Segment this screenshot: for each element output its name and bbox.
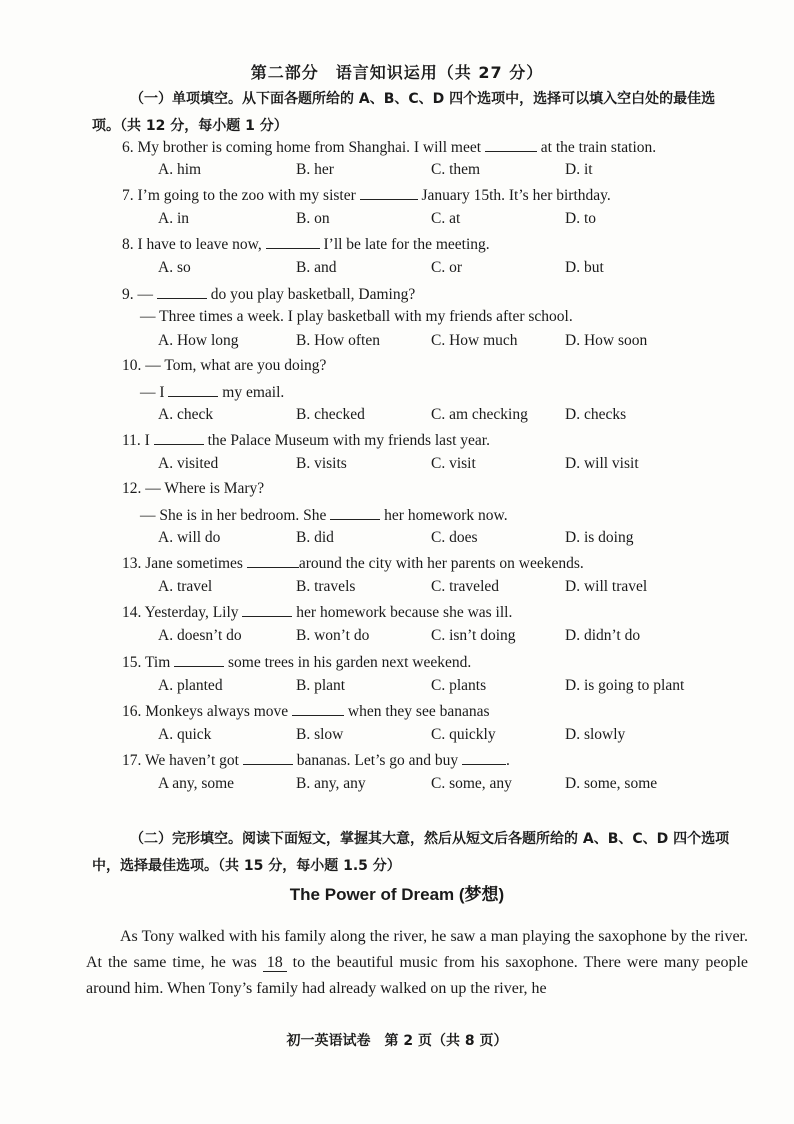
question-16: 16. Monkeys always move when they see bananas xyxy=(122,703,490,720)
option-13a: A. travel xyxy=(158,578,213,595)
option-9b: B. How often xyxy=(296,332,380,349)
option-12a: A. will do xyxy=(158,529,221,546)
option-15c: C. plants xyxy=(431,677,487,694)
passage xyxy=(86,924,748,1002)
option-12d: D. is doing xyxy=(565,529,634,546)
question-13: 13. Jane sometimes around the city with her parents on weekends. xyxy=(122,555,584,572)
option-17c: C. some, any xyxy=(431,775,512,792)
option-14a: A. doesn’t do xyxy=(158,627,242,644)
option-16a: A. quick xyxy=(158,726,212,743)
option-11b: B. visits xyxy=(296,455,347,472)
option-11d: D. will visit xyxy=(565,455,639,472)
question-7: 7. I’m going to the zoo with my sister January 15th. It’s her birthday. xyxy=(122,187,611,204)
option-13d: D. will travel xyxy=(565,578,648,595)
question-12: 12. — Where is Mary? xyxy=(122,480,265,497)
question-15: 15. Tim some trees in his garden next weekend. xyxy=(122,654,472,671)
option-7a: A. in xyxy=(158,210,189,227)
option-7c: C. at xyxy=(431,210,461,227)
question-11: 11. I the Palace Museum with my friends last year. xyxy=(122,432,490,449)
question-17: 17. We haven’t got bananas. Let’s go and buy . xyxy=(122,752,510,769)
question-14: 14. Yesterday, Lily her homework because she was ill. xyxy=(122,604,513,621)
question-9-answer-line: — Three times a week. I play basketball with my friends after school. xyxy=(140,308,573,325)
option-11a: A. visited xyxy=(158,455,219,472)
option-6a: A. him xyxy=(158,161,202,178)
option-15a: A. planted xyxy=(158,677,223,694)
question-8: 8. I have to leave now, I’ll be late for the meeting. xyxy=(122,236,490,253)
option-14b: B. won’t do xyxy=(296,627,370,644)
section1-heading: （一）单项填空。从下面各题所给的 A、B、C、D 四个选项中，选择可以填入空白处的最佳选项。（共 12 分，每小题 1 分） xyxy=(92,91,716,134)
option-13c: C. traveled xyxy=(431,578,500,595)
option-10a: A. check xyxy=(158,406,214,423)
option-9a: A. How long xyxy=(158,332,239,349)
option-16c: C. quickly xyxy=(431,726,496,743)
option-16d: D. slowly xyxy=(565,726,626,743)
option-15d: D. is going to plant xyxy=(565,677,685,694)
option-7b: B. on xyxy=(296,210,330,227)
section2-heading: （二）完形填空。阅读下面短文，掌握其大意，然后从短文后各题所给的 A、B、C、D 四个选项中，选择最佳选项。（共 15 分，每小题 1.5 分） xyxy=(92,831,730,874)
option-7d: D. to xyxy=(565,210,596,227)
option-13b: B. travels xyxy=(296,578,356,595)
option-15b: B. plant xyxy=(296,677,346,694)
option-8d: D. but xyxy=(565,259,604,276)
option-12b: B. did xyxy=(296,529,334,546)
option-9c: C. How much xyxy=(431,332,518,349)
passage-title: The Power of Dream (梦想) xyxy=(289,885,505,904)
option-11c: C. visit xyxy=(431,455,476,472)
option-17d: D. some, some xyxy=(565,775,658,792)
option-10d: D. checks xyxy=(565,406,627,423)
question-9: 9. — do you play basketball, Daming? xyxy=(122,286,416,303)
option-10b: B. checked xyxy=(296,406,365,423)
part-title: 第二部分 语言知识运用（共 27 分） xyxy=(250,63,544,82)
question-6: 6. My brother is coming home from Shanghai. I will meet at the train station. xyxy=(122,139,657,156)
cloze-blank-18[interactable]: 18 xyxy=(263,954,287,972)
option-17a: A any, some xyxy=(158,775,235,792)
option-14c: C. isn’t doing xyxy=(431,627,516,644)
passage-paragraph: As Tony walked with his family along the river, he saw a man playing the saxophone by the river. At the same time, he was 18 to the beautiful music from his saxophone. There were many people around him. When Tony’s family had already walked on up the river, he xyxy=(86,928,749,997)
question-10-answer-line: — I my email. xyxy=(140,384,285,401)
question-12-answer-line: — She is in her bedroom. She her homework now. xyxy=(140,507,508,524)
option-9d: D. How soon xyxy=(565,332,648,349)
option-6d: D. it xyxy=(565,161,593,178)
question-10: 10. — Tom, what are you doing? xyxy=(122,357,327,374)
option-8c: C. or xyxy=(431,259,462,276)
option-6b: B. her xyxy=(296,161,334,178)
option-12c: C. does xyxy=(431,529,478,546)
option-17b: B. any, any xyxy=(296,775,366,792)
option-10c: C. am checking xyxy=(431,406,528,423)
option-6c: C. them xyxy=(431,161,481,178)
option-16b: B. slow xyxy=(296,726,344,743)
option-8b: B. and xyxy=(296,259,337,276)
option-8a: A. so xyxy=(158,259,191,276)
page-footer: 初一英语试卷 第 2 页（共 8 页） xyxy=(286,1033,508,1049)
option-14d: D. didn’t do xyxy=(565,627,641,644)
